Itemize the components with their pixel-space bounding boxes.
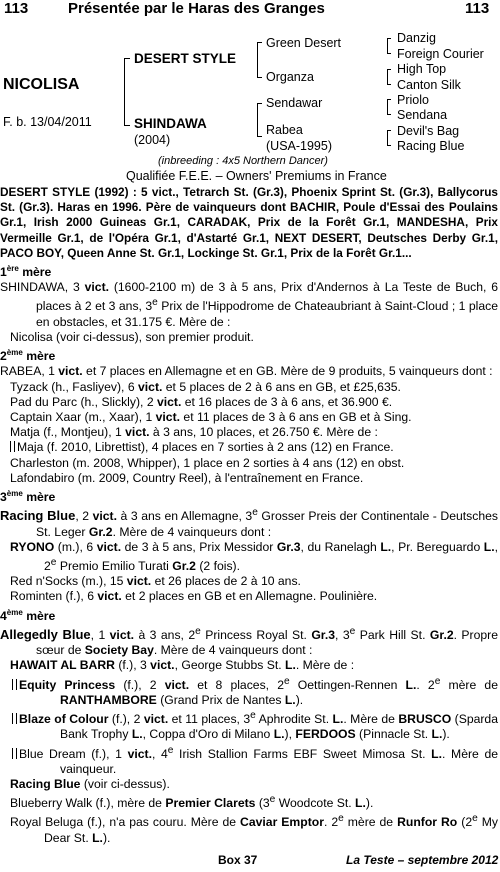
text-run: , Pr. Bereguardo [391,539,484,554]
grade-label: L. [405,677,417,692]
produce-ryono [0,540,498,574]
text-run: ). [102,830,111,845]
ordinal-sup: e [195,625,201,637]
text-run: Irish Stallion Farms EBF Sweet Mimosa St. [173,746,432,761]
bracket-line [387,130,391,131]
sire-paragraph: DESERT STYLE (1992) : 5 vict., Tetrarch St. (Gr.3), Phoenix Sprint St. (Gr.3), Ballycorus St. (Gr.3). Haras en 1996. Père de vainqueurs dont BACHIR, Poule d'Essai des Poulains Gr.1, Irish 2000 Guineas Gr.1, CARADAK, Prix de la Forêt Gr.1, MANDESHA, Prix Vermeille Gr.1, de l'Opéra Gr.1, d'Astarté Gr.1, NEXT DESERT, Deutsches Derby Gr.1, PACO BOY, Queen Anne St. Gr.1, Lockinge St. Gr.1, Prix de la Forêt Gr.1... [0,185,498,260]
dam-year: (2004) [134,133,171,147]
section-fourth-dam [0,605,498,624]
ancestor-6: Sendana [397,108,448,122]
section-sup: ème [6,607,23,617]
text-run: Matja (f., Montjeu), 1 [10,425,126,440]
text-run: (2 [457,815,473,830]
ordinal-sup: e [167,744,174,756]
bracket-line [124,58,130,59]
section-num: 4 [0,608,7,623]
bracket-line [387,99,391,100]
bracket-line [387,99,388,115]
text-run: . Mère de [343,712,399,727]
produce-red-n-socks [0,574,498,589]
text-run: Maja (f. 2010, Librettist), 4 places en 7 sorties à 2 ans (12) en France. [17,440,394,455]
horse-name-text: Caviar Emptor [240,815,324,830]
text-run: ). [295,692,304,707]
vict-label: vict. [155,410,181,425]
section-num: 3 [0,490,7,505]
grade-label: L. [431,746,443,761]
text-run: (Sparda Bank Trophy [60,712,498,742]
sire-dam: Organza [266,70,314,84]
text-run: de 3 à 5 ans, Prix Messidor [121,539,277,554]
text-run: Oettingen-Rennen [289,677,406,692]
grade-label: L. [131,727,143,742]
ordinal-sup: e [434,675,441,687]
produce-nicolisa: Nicolisa (voir ci-dessus), son premier produit. [10,329,254,344]
bracket-line [387,69,391,70]
grade-label: L. [355,796,366,811]
text-run: à 3 ans en Allemagne, 3 [117,509,253,524]
grade-label: Gr.2 [88,524,113,539]
indent-bar-icon [12,748,17,759]
produce-blueberry-walk [0,792,498,811]
grade-label: Gr.3 [311,627,336,642]
grade-label: Gr.3 [276,539,301,554]
produce-matja [0,425,498,440]
produce-tyzack [0,380,498,395]
bracket-line [387,145,391,146]
text-run: (Grand Prix de Nantes [156,692,285,707]
section-sup: ère [6,264,19,274]
inbreeding-note: (inbreeding : 4x5 Northern Dancer) [158,155,328,167]
text-run: . Mère de vainqueur. [60,746,498,776]
text-run: ), [284,727,296,742]
ordinal-sup: e [152,297,158,309]
text-run: (f.), 2 [115,677,165,692]
grade-label: L. [380,539,392,554]
produce-racing-blue [0,777,498,792]
grade-label: L. [285,658,296,673]
ordinal-sup: e [269,794,276,806]
text-run: et 8 places, 2 [189,677,284,692]
vict-label: vict. [143,712,169,727]
text-run: (m.), 6 [54,539,97,554]
text-run: (1600-2100 m) de 3 à 5 ans, Prix d'Andernos à La Teste de Buch, 6 places à 2 et 3 ans, 3 [36,280,499,314]
vict-label: vict. [127,746,152,761]
grade-label: L. [273,727,285,742]
rabea-record [0,364,498,379]
horse-name-text: HAWAIT AL BARR [10,658,115,673]
text-run: et 7 places en Allemagne et en GB. Mère de 9 produits, 5 vainqueurs dont : [82,364,493,379]
text-run: Red n'Socks (m.), 15 [10,574,127,589]
text-run: et 16 places de 3 à 6 ans, et 36.900 €. [181,394,393,409]
horse-name-text: Equity Princess [19,677,116,692]
bracket-line [387,38,391,39]
dam-dam: Rabea [266,123,303,137]
sale-location-date: La Teste – septembre 2012 [346,853,499,867]
bracket-line [257,42,258,78]
indent-bar-icon [12,679,17,690]
text-run: Rominten (f.), 6 [10,589,98,604]
produce-blue-dream [0,743,498,777]
horse-name-text: Society Bay [84,643,154,658]
text-run: RABEA, 1 [0,364,59,379]
text-run: à 3 ans, 2 [134,627,196,642]
ordinal-sup: e [338,813,344,825]
produce-pad-du-parc [0,395,498,410]
grade-label: L. [483,539,495,554]
lot-number-right: 113 [465,0,490,17]
section-sup: ème [6,489,23,499]
shindawa-record [0,280,498,330]
produce-equity-princess [0,674,498,708]
allegedly-blue-record [0,624,498,658]
bracket-line [257,136,262,137]
vict-label: vict. [126,574,152,589]
ancestor-5: Priolo [397,93,429,107]
vict-label: vict. [164,677,190,692]
horse-name-text: Runfor Ro [397,815,458,830]
text-run: , 2 [75,509,93,524]
bracket-line [257,103,258,137]
bracket-line [257,42,262,43]
bracket-line [124,125,130,126]
vict-label: vict. [92,509,117,524]
section-word: mère [26,490,56,505]
text-run: Grosser Preis der Continentale - Deutsches St. Leger [36,509,499,539]
vict-label: vict. [150,658,175,673]
vict-label: vict. [84,280,110,295]
text-run: Pad du Parc (h., Slickly), 2 [10,394,157,409]
ordinal-sup: e [284,675,290,687]
text-run: à 3 ans, 10 places, et 26.750 €. Mère de : [149,425,378,440]
text-run: . Mère de 4 vainqueurs dont : [153,643,313,658]
text-run: Park Hill St. [355,627,430,642]
ancestor-3: High Top [397,62,447,76]
text-run: . 2 [323,815,339,830]
section-num: 2 [0,349,7,364]
produce-maja [0,440,498,455]
text-run: Blue Dream (f.), 1 [19,746,128,761]
grade-label: Gr.2 [429,627,454,642]
vict-label: vict. [125,425,150,440]
text-run: , George Stubbs St. [174,658,285,673]
produce-blaze-of-colour [0,708,498,742]
section-word: mère [22,265,52,280]
text-run: , Coppa d'Oro di Milano [142,727,274,742]
text-run: , 3 [64,280,85,295]
text-run: ). [365,796,374,811]
ordinal-sup: e [472,813,478,825]
section-word: mère [26,608,56,623]
dam-sire: Sendawar [266,96,323,110]
ordinal-sup: e [349,625,356,637]
bracket-line [257,77,262,78]
text-run: Premio Emilio Turati [56,559,173,574]
text-run: , 1 [90,627,110,642]
bracket-line [124,58,125,126]
dam-name-text: Racing Blue [0,508,76,524]
section-word: mère [26,349,56,364]
grade-label: L. [431,727,443,742]
text-run: (f.), 2 [108,712,144,727]
racing-blue-record [0,505,498,539]
text-run: , 3 [335,627,350,642]
ordinal-sup: e [250,710,256,722]
text-run: et 26 places de 2 à 10 ans. [151,574,301,589]
ancestor-1: Danzig [397,31,436,45]
section-sup: ème [6,348,23,358]
horse-name-text: BRUSCO [398,712,452,727]
pedigree-notes [0,185,498,846]
sire-sire: Green Desert [266,36,342,50]
text-run: et 11 places, 3 [168,712,251,727]
horse-name-text: RYONO [10,539,55,554]
vict-label: vict. [156,394,182,409]
indent-bar-icon [12,713,17,724]
ordinal-sup: e [252,507,258,519]
text-run: (3 [255,796,270,811]
produce-hawait-al-barr [0,658,498,673]
qualification: Qualifiée F.E.E. – Owners' Premiums in France [126,169,387,183]
horse-name-text: Racing Blue [10,777,81,791]
horse-name-text: FERDOOS [295,727,356,742]
text-run: ). [442,727,450,742]
text-run: Tyzack (h., Fasliyev), 6 [10,379,138,394]
text-run: . Mère de 4 vainqueurs dont : [112,524,272,539]
text-run: , 4 [151,746,168,761]
horse-name-text: Blaze of Colour [19,712,109,727]
text-run: Captain Xaar (m., Xaar), 1 [10,410,156,425]
ancestor-7: Devil's Bag [397,124,460,138]
produce-charleston: Charleston (m. 2008, Whipper), 1 place en 2 sorties à 4 ans (12) en obst. [10,455,405,470]
dam-name-text: SHINDAWA [0,280,65,295]
text-run: . 2 [416,677,435,692]
text-run: (f.), 3 [114,658,151,673]
section-num: 1 [0,265,7,280]
text-run: et 11 places de 3 à 6 ans en GB et à Sing. [180,410,412,425]
horse-info: F. b. 13/04/2011 [3,115,92,129]
text-run: et 2 places en GB et en Allemagne. Poulinière. [121,589,378,604]
ancestor-8: Racing Blue [397,139,465,153]
vict-label: vict. [109,627,135,642]
text-run: , du Ranelagh [300,539,381,554]
text-run: mère de [343,815,398,830]
horse-name-text: Premier Clarets [165,796,256,811]
text-run: Princess Royal St. [200,627,312,642]
text-run: Woodcote St. [275,796,356,811]
bracket-line [387,53,391,54]
produce-captain-xaar [0,410,498,425]
text-run: (Pinnacle St. [355,727,432,742]
vict-label: vict. [96,539,122,554]
vict-label: vict. [58,364,83,379]
dam-name: SHINDAWA [134,116,207,131]
grade-label: L. [284,692,296,707]
dam-name-text: Allegedly Blue [0,626,91,642]
section-second-dam [0,345,498,364]
text-run: Prix de l'Hippodrome de Chateaubriant à Saint-Cloud ; 1 place en obstacles, et 31.175 €. Mère de : [36,299,498,329]
text-run: Royal Beluga (f.), n'a pas couru. Mère de [10,815,241,830]
produce-royal-beluga [0,811,498,845]
page-title: Présentée par le Haras des Granges [68,0,325,17]
vict-label: vict. [138,379,163,394]
produce-lafondabiro: Lafondabiro (m. 2009, Country Reel), à l'entraînement en France. [10,470,364,485]
text-run: (2 fois). [195,559,240,574]
text-run: Aphrodite St. [255,712,333,727]
text-run: . Propre sœur de [36,627,499,658]
text-run: (voir ci-dessus). [80,777,170,791]
ancestor-2: Foreign Courier [397,47,484,61]
grade-label: L. [332,712,344,727]
horse-name: NICOLISA [3,76,80,93]
lot-number-left: 113 [4,0,29,17]
box-number: Box 37 [218,853,258,867]
vict-label: vict. [97,589,122,604]
section-third-dam [0,486,498,505]
bracket-line [387,38,388,54]
indent-bar-icon [10,441,15,452]
text-run: Blueberry Walk (f.), mère de [10,796,166,811]
bracket-line [387,69,388,85]
text-run: mère de [440,677,498,692]
dam-dam-note: (USA-1995) [266,139,332,153]
bracket-line [387,130,388,146]
text-run: et 5 places de 2 à 6 ans en GB, et £25,635. [162,379,401,394]
bracket-line [387,114,391,115]
bracket-line [387,84,391,85]
sire-name: DESERT STYLE [134,51,237,66]
text-run: My Dear St. [44,815,498,845]
produce-rominten [0,589,498,604]
ordinal-sup: e [50,556,57,568]
grade-label: L. [92,830,103,845]
text-run: , 2 [44,539,499,574]
grade-label: Gr.2 [172,559,196,574]
bracket-line [257,103,262,104]
horse-name-text: RANTHAMBORE [60,692,157,707]
ancestor-4: Canton Silk [397,78,461,92]
section-first-dam [0,261,498,280]
text-run: . Mère de : [295,658,355,673]
